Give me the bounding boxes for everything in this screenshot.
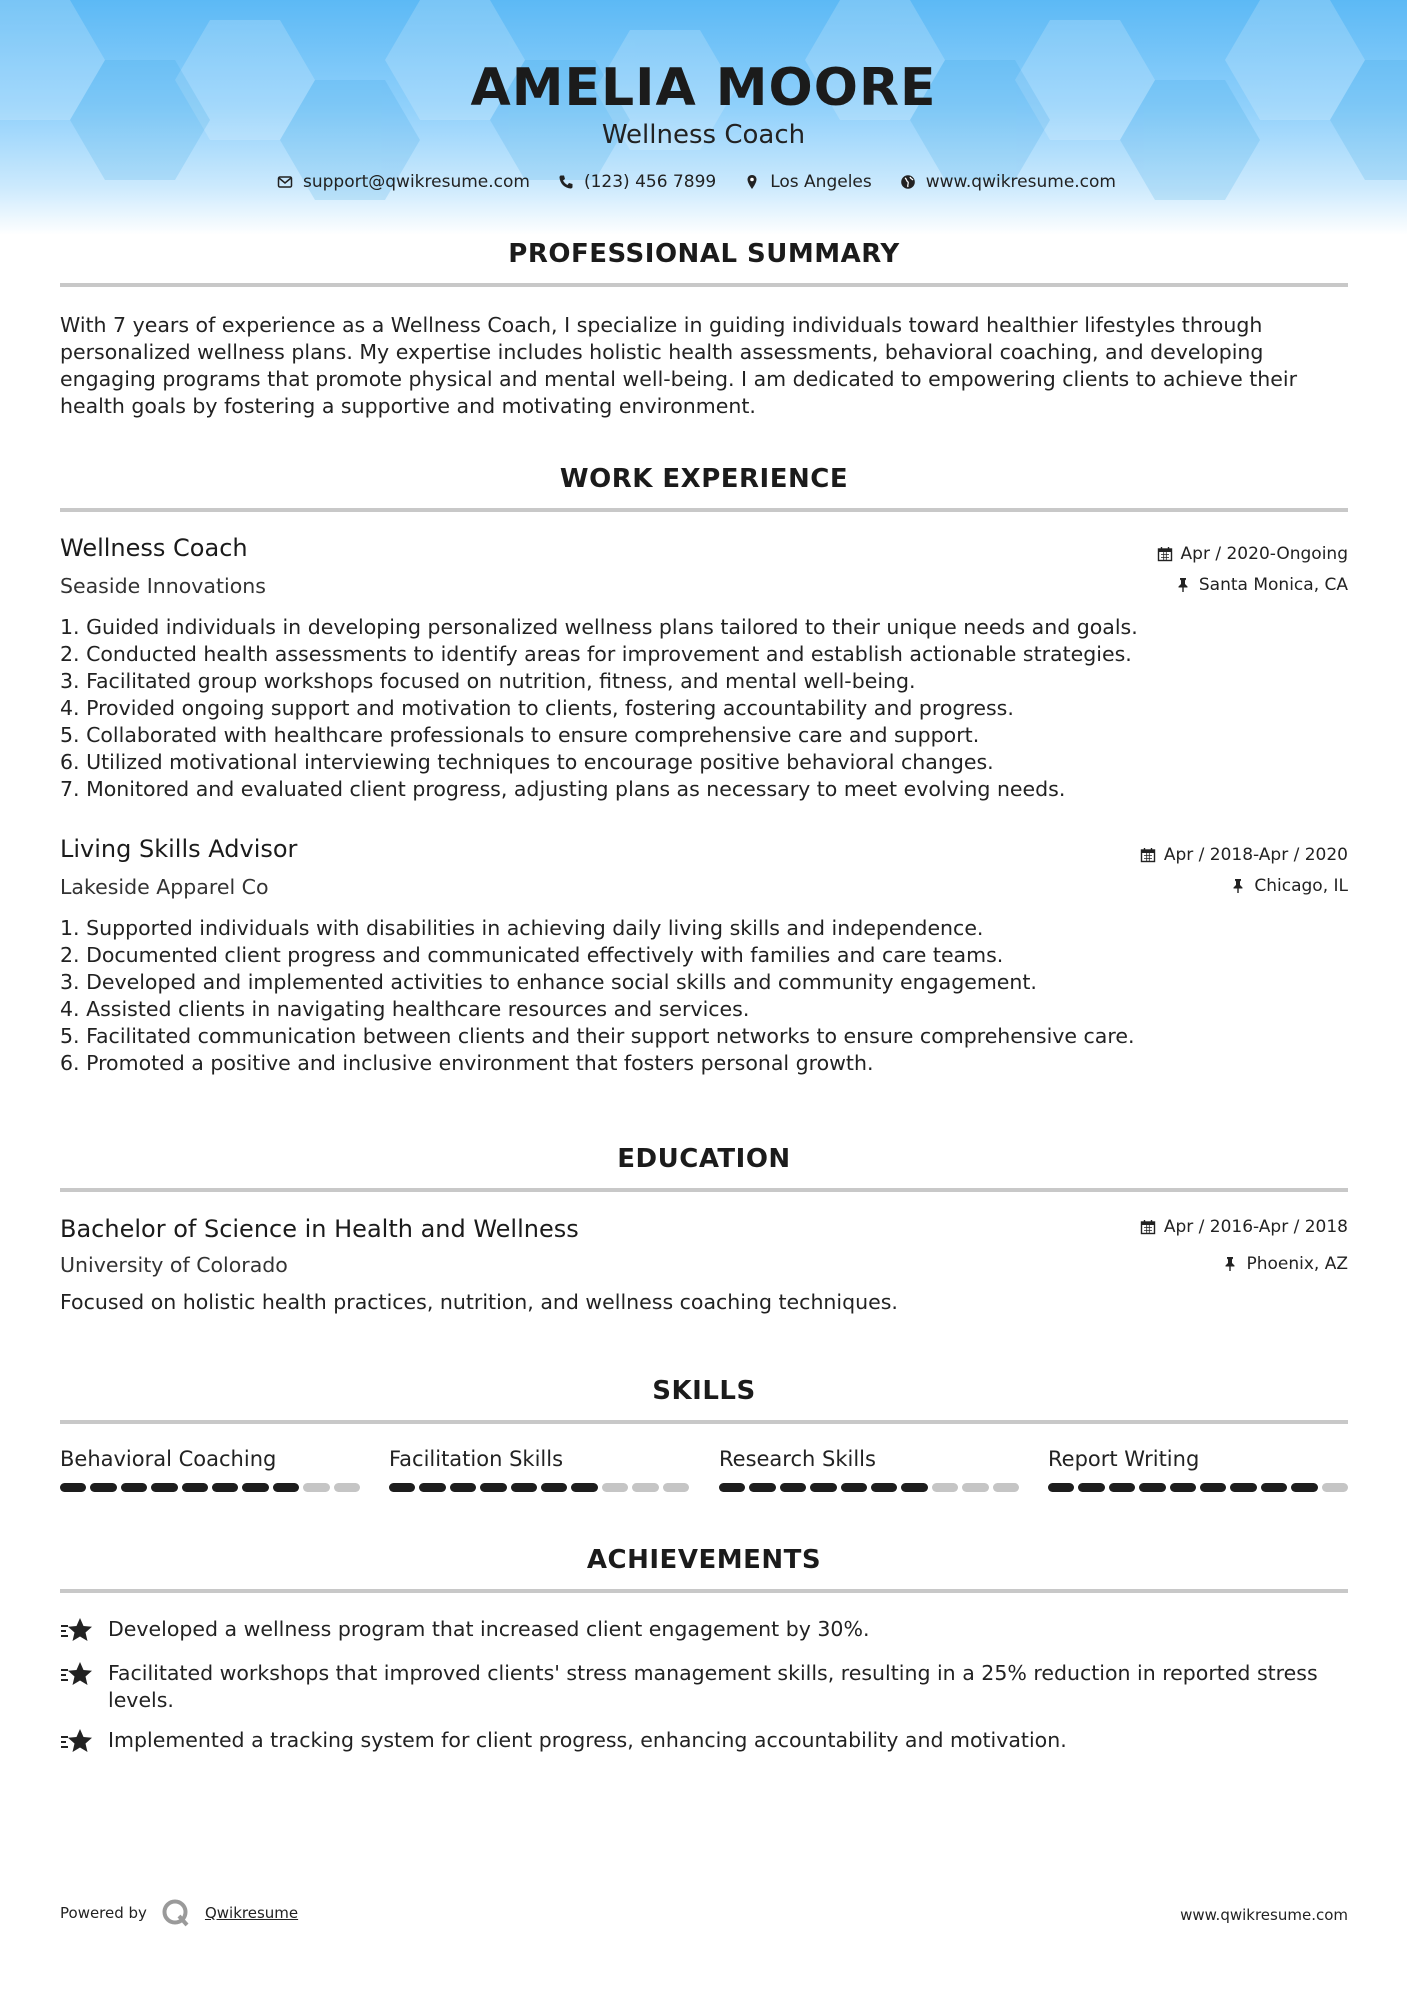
calendar-icon: [1157, 546, 1173, 562]
job-dates-text: Apr / 2020-Ongoing: [1180, 544, 1348, 564]
rating-dot-filled: [1170, 1483, 1196, 1492]
rating-dot-filled: [901, 1483, 927, 1492]
job-title: Living Skills Advisor: [60, 835, 298, 863]
job-location-text: Santa Monica, CA: [1198, 575, 1348, 595]
rating-dot-empty: [962, 1483, 988, 1492]
footer-website[interactable]: www.qwikresume.com: [1180, 1906, 1348, 1924]
summary-divider: [60, 283, 1348, 287]
rating-dot-filled: [719, 1483, 745, 1492]
job-bullet-list: [60, 915, 1350, 1077]
education-divider: [60, 1188, 1348, 1192]
list-item: 4. Assisted clients in navigating healthcare resources and services.: [60, 997, 750, 1021]
rating-dot-filled: [273, 1483, 299, 1492]
summary-text: [60, 312, 1350, 420]
rating-dot-filled: [1261, 1483, 1287, 1492]
globe-icon: [900, 174, 916, 190]
list-item: 5. Facilitated communication between clients and their support networks to ensure comprehensive care.: [60, 1024, 1135, 1048]
summary-line: personalized wellness plans. My expertise includes holistic health assessments, behavioral coaching, and developing: [60, 340, 1264, 364]
list-item: 3. Facilitated group workshops focused on nutrition, fitness, and mental well-being.: [60, 669, 916, 693]
footer-brand-link[interactable]: Qwikresume: [204, 1904, 299, 1922]
powered-by-label: Powered by: [60, 1904, 147, 1922]
skill-item: [1048, 1447, 1348, 1492]
skill-item: [719, 1447, 1019, 1492]
rating-dot-filled: [871, 1483, 897, 1492]
summary-heading: PROFESSIONAL SUMMARY: [508, 239, 900, 269]
rating-dot-filled: [749, 1483, 775, 1492]
education-location-text: Phoenix, AZ: [1246, 1254, 1348, 1274]
skill-rating: [719, 1483, 1019, 1492]
job-dates: [1140, 845, 1348, 865]
star-icon: [60, 1616, 94, 1646]
qwikresume-logo-icon: [161, 1898, 191, 1928]
skill-label: Research Skills: [719, 1447, 876, 1471]
rating-dot-filled: [1078, 1483, 1104, 1492]
rating-dot-filled: [419, 1483, 445, 1492]
education-location: [1222, 1254, 1348, 1274]
summary-line: engaging programs that promote physical and mental well-being. I am dedicated to empowering clients to achieve their: [60, 367, 1297, 391]
rating-dot-filled: [212, 1483, 238, 1492]
candidate-name: AMELIA MOORE: [470, 58, 937, 118]
summary-line: With 7 years of experience as a Wellness Coach, I specialize in guiding individuals toward healthier lifestyles through: [60, 313, 1263, 337]
rating-dot-filled: [541, 1483, 567, 1492]
skill-label: Behavioral Coaching: [60, 1447, 277, 1471]
rating-dot-filled: [780, 1483, 806, 1492]
list-item: 3. Developed and implemented activities to enhance social skills and community engagement.: [60, 970, 1037, 994]
map-marker-icon: [744, 174, 760, 190]
skill-item: [389, 1447, 689, 1492]
contact-email-text: support@qwikresume.com: [303, 172, 530, 192]
experience-divider: [60, 508, 1348, 512]
rating-dot-filled: [810, 1483, 836, 1492]
rating-dot-filled: [90, 1483, 116, 1492]
education-description: Focused on holistic health practices, nutrition, and wellness coaching techniques.: [60, 1290, 898, 1314]
rating-dot-filled: [571, 1483, 597, 1492]
job-location: [1175, 575, 1348, 595]
list-item: 7. Monitored and evaluated client progress, adjusting plans as necessary to meet evolving needs.: [60, 777, 1066, 801]
skill-label: Report Writing: [1048, 1447, 1200, 1471]
rating-dot-filled: [480, 1483, 506, 1492]
pushpin-icon: [1222, 1256, 1238, 1272]
job-bullet-list: [60, 614, 1350, 803]
achievement-item: [60, 1660, 1350, 1714]
phone-icon: [558, 174, 574, 190]
job-title: Wellness Coach: [60, 534, 248, 562]
experience-heading: WORK EXPERIENCE: [559, 464, 849, 494]
contact-email[interactable]: [277, 172, 530, 192]
rating-dot-empty: [663, 1483, 689, 1492]
job-location: [1230, 876, 1348, 896]
rating-dot-filled: [151, 1483, 177, 1492]
job-dates-text: Apr / 2018-Apr / 2020: [1163, 845, 1348, 865]
contact-website-text: www.qwikresume.com: [925, 172, 1116, 192]
calendar-icon: [1140, 1219, 1156, 1235]
rating-dot-filled: [1291, 1483, 1317, 1492]
achievement-item: [60, 1616, 1350, 1646]
rating-dot-empty: [303, 1483, 329, 1492]
contact-location-text: Los Angeles: [770, 172, 872, 192]
skill-rating: [60, 1483, 360, 1492]
rating-dot-filled: [389, 1483, 415, 1492]
rating-dot-filled: [182, 1483, 208, 1492]
education-heading: EDUCATION: [617, 1144, 791, 1174]
contact-website[interactable]: [900, 172, 1116, 192]
rating-dot-filled: [242, 1483, 268, 1492]
rating-dot-filled: [1139, 1483, 1165, 1492]
rating-dot-empty: [1322, 1483, 1348, 1492]
pushpin-icon: [1230, 878, 1246, 894]
summary-line: health goals by fostering a supportive and motivating environment.: [60, 394, 756, 418]
list-item: 4. Provided ongoing support and motivation to clients, fostering accountability and progress.: [60, 696, 1014, 720]
candidate-role: Wellness Coach: [601, 120, 806, 150]
rating-dot-empty: [632, 1483, 658, 1492]
skill-rating: [1048, 1483, 1348, 1492]
list-item: 6. Promoted a positive and inclusive environment that fosters personal growth.: [60, 1051, 874, 1075]
list-item: 2. Conducted health assessments to identify areas for improvement and establish actionable strategies.: [60, 642, 1132, 666]
skill-rating: [389, 1483, 689, 1492]
rating-dot-filled: [450, 1483, 476, 1492]
rating-dot-empty: [334, 1483, 360, 1492]
list-item: 1. Guided individuals in developing personalized wellness plans tailored to their unique needs and goals.: [60, 615, 1138, 639]
achievement-text: Implemented a tracking system for client progress, enhancing accountability and motivation.: [108, 1728, 1067, 1752]
list-item: 5. Collaborated with healthcare professionals to ensure comprehensive care and support.: [60, 723, 980, 747]
rating-dot-filled: [841, 1483, 867, 1492]
pushpin-icon: [1175, 577, 1191, 593]
rating-dot-empty: [993, 1483, 1019, 1492]
calendar-icon: [1140, 847, 1156, 863]
degree-title: Bachelor of Science in Health and Wellness: [60, 1215, 579, 1243]
education-dates: [1140, 1217, 1348, 1237]
rating-dot-filled: [121, 1483, 147, 1492]
footer-powered-by: [60, 1898, 298, 1928]
rating-dot-empty: [602, 1483, 628, 1492]
contact-bar: [0, 172, 1407, 192]
job-company: Lakeside Apparel Co: [60, 875, 269, 899]
contact-phone[interactable]: [558, 172, 716, 192]
education-dates-text: Apr / 2016-Apr / 2018: [1163, 1217, 1348, 1237]
achievement-item: [60, 1727, 1350, 1757]
list-item: 2. Documented client progress and communicated effectively with families and care teams.: [60, 943, 1004, 967]
contact-phone-text: (123) 456 7899: [583, 172, 717, 192]
rating-dot-empty: [932, 1483, 958, 1492]
rating-dot-filled: [511, 1483, 537, 1492]
rating-dot-filled: [1200, 1483, 1226, 1492]
star-icon: [60, 1660, 94, 1690]
rating-dot-filled: [1230, 1483, 1256, 1492]
skills-divider: [60, 1420, 1348, 1424]
star-icon: [60, 1727, 94, 1757]
list-item: 6. Utilized motivational interviewing techniques to encourage positive behavioral changes.: [60, 750, 994, 774]
school-name: University of Colorado: [60, 1253, 288, 1277]
skills-heading: SKILLS: [652, 1376, 756, 1406]
job-company: Seaside Innovations: [60, 574, 266, 598]
achievements-heading: ACHIEVEMENTS: [586, 1545, 822, 1575]
envelope-icon: [277, 174, 293, 190]
list-item: 1. Supported individuals with disabilities in achieving daily living skills and independence.: [60, 916, 984, 940]
rating-dot-filled: [1109, 1483, 1135, 1492]
job-dates: [1157, 544, 1348, 564]
skill-label: Facilitation Skills: [389, 1447, 564, 1471]
rating-dot-filled: [60, 1483, 86, 1492]
rating-dot-filled: [1048, 1483, 1074, 1492]
skill-item: [60, 1447, 360, 1492]
achievement-text: Facilitated workshops that improved clients' stress management skills, resulting in a 25% reduction in reported stress levels.: [108, 1661, 1318, 1712]
contact-location: [744, 172, 872, 192]
job-location-text: Chicago, IL: [1254, 876, 1348, 896]
achievements-divider: [60, 1589, 1348, 1593]
achievement-text: Developed a wellness program that increased client engagement by 30%.: [108, 1617, 870, 1641]
